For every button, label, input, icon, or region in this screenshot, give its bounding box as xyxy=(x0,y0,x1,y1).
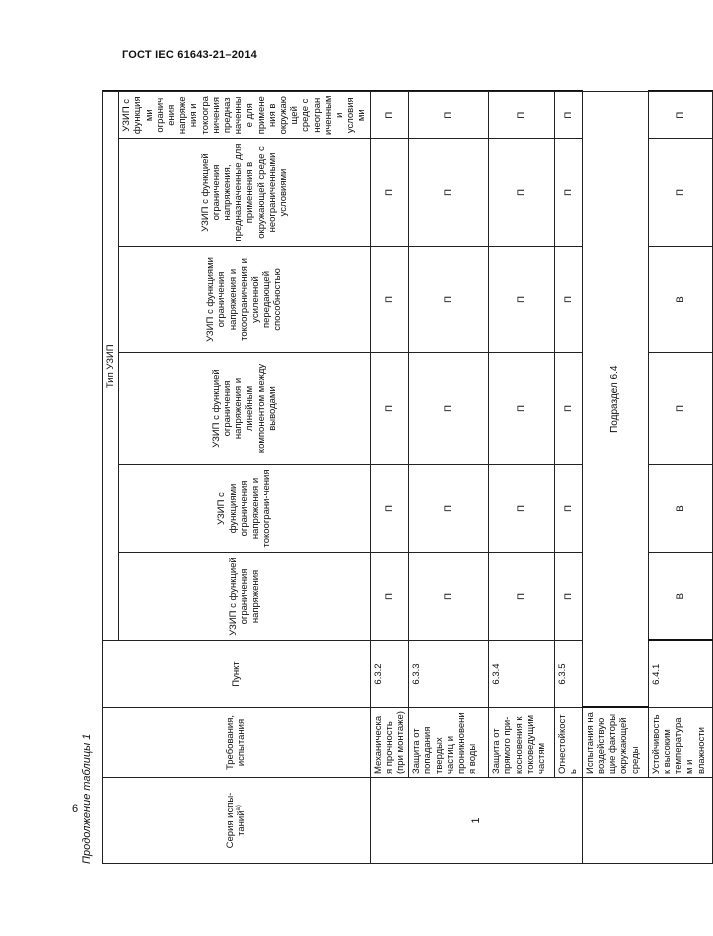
value-cell: П xyxy=(489,465,555,553)
clause-cell: 6.4.1 xyxy=(648,641,712,708)
table-row xyxy=(409,91,489,863)
value-cell: П xyxy=(370,553,409,641)
col-header-type-1: УЗИП с функцией ограничения напряжения xyxy=(119,553,370,641)
series-cell: 1 xyxy=(370,778,582,864)
value-cell: П xyxy=(409,353,489,465)
req-cell: Механическая прочность (при монтаже) xyxy=(370,708,409,778)
value-cell: П xyxy=(370,465,409,553)
req-cell: Огнестойкость xyxy=(555,708,582,778)
value-cell: П xyxy=(555,91,582,138)
clause-cell: 6.3.5 xyxy=(555,641,582,708)
document-header: ГОСТ IEC 61643-21–2014 xyxy=(122,49,257,61)
value-cell: П xyxy=(409,553,489,641)
value-cell: П xyxy=(370,91,409,138)
table-caption: Продолжение таблицы 1 xyxy=(81,733,93,864)
value-cell: П xyxy=(489,139,555,247)
col-header-type-5: УЗИП с функцией ограничения напряжения, предназначенные для применения в окружающей среде с неограниченными условиями xyxy=(119,139,370,247)
col-header-type-6: УЗИП с функциями ограничения напряжения и токоограничения предназначенные для применения в окружающей среде с неограниченными условиями xyxy=(119,91,370,138)
value-cell: П xyxy=(409,465,489,553)
value-cell: П xyxy=(648,353,712,465)
value-cell: П xyxy=(555,465,582,553)
col-header-requirements: Требования, испытания xyxy=(103,708,371,778)
value-cell: В xyxy=(648,553,712,641)
table-row xyxy=(370,91,409,863)
clause-cell: 6.3.2 xyxy=(370,641,409,708)
clause-cell: 6.3.3 xyxy=(409,641,489,708)
value-cell: П xyxy=(409,247,489,353)
value-cell: П xyxy=(489,353,555,465)
req-cell: Устойчивость к высоким температурам и влажности xyxy=(648,708,712,778)
table-row xyxy=(555,91,582,863)
clause-cell: 6.3.4 xyxy=(489,641,555,708)
value-cell: П xyxy=(648,91,712,138)
value-cell: В xyxy=(648,247,712,353)
col-header-type-2: УЗИП с функциями ограничения напряжения и токоограни-чения xyxy=(119,465,370,553)
value-cell: В xyxy=(648,465,712,553)
table-row xyxy=(648,91,712,863)
req-cell: Защита от попадания твердых частиц и проникновения воды xyxy=(409,708,489,778)
value-cell: П xyxy=(555,353,582,465)
value-cell: П xyxy=(648,139,712,247)
requirements-table xyxy=(102,91,713,864)
rotated-page-content xyxy=(80,92,707,864)
col-header-clause: Пункт xyxy=(103,641,371,708)
value-cell: П xyxy=(370,139,409,247)
req-cell: Испытания на воздействующие факторы окружающей среды xyxy=(582,708,648,778)
value-cell: П xyxy=(489,91,555,138)
header-row-1 xyxy=(103,91,119,863)
series-cell-empty xyxy=(582,778,648,864)
table-row xyxy=(489,91,555,863)
value-cell: П xyxy=(489,247,555,353)
table-row xyxy=(582,91,648,863)
value-cell: П xyxy=(489,553,555,641)
col-header-series: Серия испы-таний$^{a)}$ xyxy=(103,778,371,864)
value-cell: П xyxy=(409,91,489,138)
value-cell: П xyxy=(370,247,409,353)
value-cell: П xyxy=(370,353,409,465)
value-cell: П xyxy=(555,247,582,353)
page-number: 6 xyxy=(72,803,79,815)
value-cell: П xyxy=(555,139,582,247)
value-cell: П xyxy=(409,139,489,247)
value-cell: П xyxy=(555,553,582,641)
series-cell-empty xyxy=(648,778,712,864)
col-header-type-3: УЗИП с функцией ограничения напряжения и линейным компонентом между выводами xyxy=(119,353,370,465)
col-header-type-4: УЗИП с функциями ограничения напряжения и токоограничения и усиленной передающей способностью xyxy=(119,247,370,353)
req-cell: Защита от прямого при-косновения к токоведущим частям xyxy=(489,708,555,778)
col-header-type-group: Тип УЗИП xyxy=(103,91,119,640)
span-cell: Подраздел 6.4 xyxy=(582,91,648,707)
